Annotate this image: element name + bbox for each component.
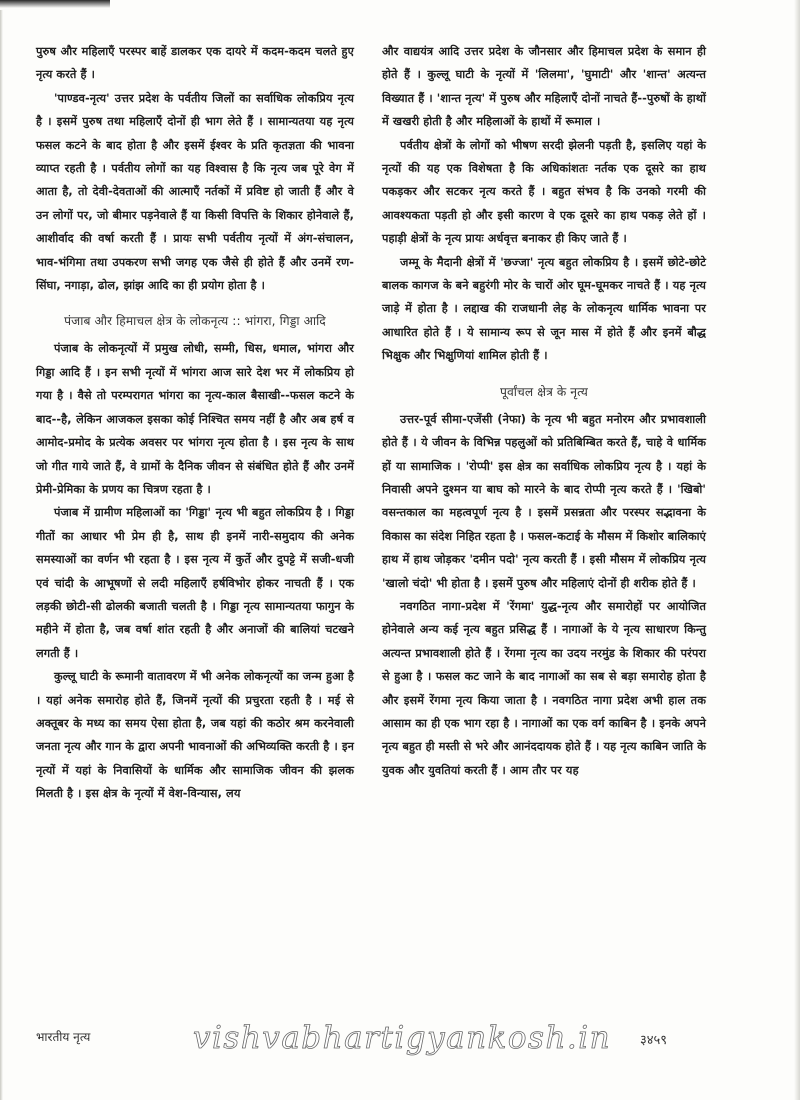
paragraph: और वाद्ययंत्र आदि उत्तर प्रदेश के जौनसार और हिमाचल प्रदेश के समान ही होते हैं । कुल्लू घाटी के नृत्यों में 'लिलमा', 'घुमाटी' और 'शान्त' अत्यन्त विख्यात हैं । 'शान्त नृत्य' में पुरुष और महिलाएँ दोनों नाचते हैं--पुरुषों के हाथों में खखरी होती है और महिलाओं के हाथों में रूमाल ।: [382, 45, 706, 129]
watermark: vishvabhartigyankosh.in: [193, 1020, 612, 1056]
paragraph: पंजाब में ग्रामीण महिलाओं का 'गिड्डा' नृत्य भी बहुत लोकप्रिय है । गिड्डा गीतों का आधार भी प्रेम ही है, साथ ही इनमें नारी-समुदाय की अनेक समस्याओं का वर्णन भी रहता है । इस नृत्य में कुर्ते और दुपट्टे में सजी-धजी एवं चांदी के आभूषणों से लदी महिलाएँ हर्षविभोर होकर नाचती हैं । एक लड़की छोटी-सी ढोलकी बजाती चलती है । गिड्डा नृत्य सामान्यतया फागुन के महीने में होता है, जब वर्षा शांत रहती है और अनाजों की बालियां चटखने लगती हैं ।: [36, 506, 354, 660]
paragraph: पंजाब के लोकनृत्यों में प्रमुख लोधी, सम्मी, धिस, धमाल, भांगरा और गिड्डा आदि हैं । इन सभी नृत्यों में भांगरा आज सारे देश भर में लोकप्रिय हो गया है । वैसे तो परम्परागत भांगरा का नृत्य-काल बैसाखी--फसल कटने के बाद--है, लेकिन आजकल इसका कोई निश्चित समय नहीं है और अब हर्ष व आमोद-प्रमोद के प्रत्येक अवसर पर भांगरा नृत्य होता है । इस नृत्य के साथ जो गीत गाये जाते हैं, वे ग्रामों के दैनिक जीवन से संबंधित होते हैं और उनमें प्रेमी-प्रेमिका के प्रणय का चित्रण रहता है ।: [36, 342, 354, 496]
right-column: [382, 40, 706, 782]
scan-edge-left: [0, 10, 3, 1100]
paragraph: पर्वतीय क्षेत्रों के लोगों को भीषण सरदी झेलनी पड़ती है, इसलिए यहां के नृत्यों की यह एक विशेषता है कि अधिकांशतः नर्तक एक दूसरे का हाथ पकड़कर और सटकर नृत्य करते हैं । बहुत संभव है कि उनको गरमी की आवश्यकता पड़ती हो और इसी कारण वे एक दूसरे का हाथ पकड़ लेते हों । पहाड़ी क्षेत्रों के नृत्य प्रायः अर्धवृत्त बनाकर ही किए जाते हैं ।: [382, 138, 706, 246]
paragraph: पुरुष और महिलाएँ परस्पर बाहें डालकर एक दायरे में कदम-कदम चलते हुए नृत्य करते हैं ।: [36, 45, 354, 82]
paragraph: कुल्लू घाटी के रूमानी वातावरण में भी अनेक लोकनृत्यों का जन्म हुआ है । यहां अनेक समारोह होते हैं, जिनमें नृत्यों की प्रचुरता रहती है । मई से अक्तूबर के मध्य का समय ऐसा होता है, जब यहां की कठोर श्रम करनेवाली जनता नृत्य और गान के द्वारा अपनी भावनाओं की अभिव्यक्ति करती है । इन नृत्यों में यहां के निवासियों के धार्मिक और सामाजिक जीवन की झलक मिलती है । इस क्षेत्र के नृत्यों में वेश-विन्यास, लय: [36, 670, 354, 801]
paragraph: 'पाण्डव-नृत्य' उत्तर प्रदेश के पर्वतीय जिलों का सर्वाधिक लोकप्रिय नृत्य है । इसमें पुरुष तथा महिलाएँ दोनों ही भाग लेते हैं । सामान्यतया यह नृत्य फसल कटने के बाद होता है और इसमें ईश्वर के प्रति कृतज्ञता की भावना व्याप्त रहती है । पर्वतीय लोगों का यह विश्वास है कि नृत्य जब पूरे वेग में आता है, तो देवी-देवताओं की आत्माएँ नर्तकों में प्रविष्ट हो जाती हैं और वे उन लोगों पर, जो बीमार पड़नेवाले हैं या किसी विपत्ति के शिकार होनेवाले हैं, आशीर्वाद की वर्षा करती हैं । प्रायः सभी पर्वतीय नृत्यों में अंग-संचालन, भाव-भंगिमा तथा उपकरण सभी जगह एक जैसे ही होते हैं और उनमें रण-सिंघा, नगाड़ा, ढोल, झांझ आदि का ही प्रयोग होता है ।: [36, 91, 354, 293]
section-heading-purvanchal: पूर्वांचल क्षेत्र के नृत्य: [500, 384, 588, 399]
scan-shadow: [0, 0, 110, 8]
scan-edge-right: [794, 0, 800, 1100]
section-heading-punjab-himachal: पंजाब और हिमाचल क्षेत्र के लोकनृत्य :: भांगरा, गिड्डा आदि: [64, 314, 326, 329]
paragraph: जम्मू के मैदानी क्षेत्रों में 'छज्जा' नृत्य बहुत लोकप्रिय है । इसमें छोटे-छोटे बालक कागज के बने बहुरंगी मोर के चारों ओर घूम-घूमकर नाचते हैं । यह नृत्य जाड़े में होता है । लद्दाख की राजधानी लेह के लोकनृत्य धार्मिक भावना पर आधारित होते हैं । ये सामान्य रूप से जून मास में होते हैं और इनमें बौद्ध भिक्षुक और भिक्षुणियां शामिल होती हैं ।: [382, 255, 706, 363]
page-number: ३४५९: [640, 1033, 668, 1048]
left-column: [36, 40, 354, 806]
book-title: भारतीय नृत्य: [36, 1030, 91, 1044]
paragraph: उत्तर-पूर्व सीमा-एजेंसी (नेफा) के नृत्य भी बहुत मनोरम और प्रभावशाली होते हैं । ये जीवन के विभिन्न पहलुओं को प्रतिबिम्बित करते हैं, चाहे वे धार्मिक हों या सामाजिक । 'रोप्पी' इस क्षेत्र का सर्वाधिक लोकप्रिय नृत्य है । यहां के निवासी अपने दुश्मन या बाघ को मारने के बाद रोप्पी नृत्य करते हैं । 'खिबो' वसन्तकाल का महत्वपूर्ण नृत्य है । इसमें प्रसन्नता और परस्पर सद्भावना के विकास का संदेश निहित रहता है । फसल-कटाई के मौसम में किशोर बालिकाएं हाथ में हाथ जोड़कर 'दमीन पदो' नृत्य करती हैं । इसी मौसम में लोकप्रिय नृत्य 'खालो चंदो' भी होता है । इसमें पुरुष और महिलाएं दोनों ही शरीक होते हैं ।: [382, 412, 706, 590]
paragraph: नवगठित नागा-प्रदेश में 'रेंगमा' युद्ध-नृत्य और समारोहों पर आयोजित होनेवाले अन्य कई नृत्य बहुत प्रसिद्ध हैं । नागाओं के ये नृत्य साधारण किन्तु अत्यन्त प्रभावशाली होते हैं । रेंगमा नृत्य का उदय नरमुंड के शिकार की परंपरा से हुआ है । फसल कट जाने के बाद नागाओं का सब से बड़ा समारोह होता है और इसमें रेंगमा नृत्य किया जाता है । नवगठित नागा प्रदेश अभी हाल तक आसाम का ही एक भाग रहा है । नागाओं का एक वर्ग काबिन है । इनके अपने नृत्य बहुत ही मस्ती से भरे और आनंददायक होते हैं । यह नृत्य काबिन जाति के युवक और युवतियां करती हैं । आम तौर पर यह: [382, 599, 706, 777]
